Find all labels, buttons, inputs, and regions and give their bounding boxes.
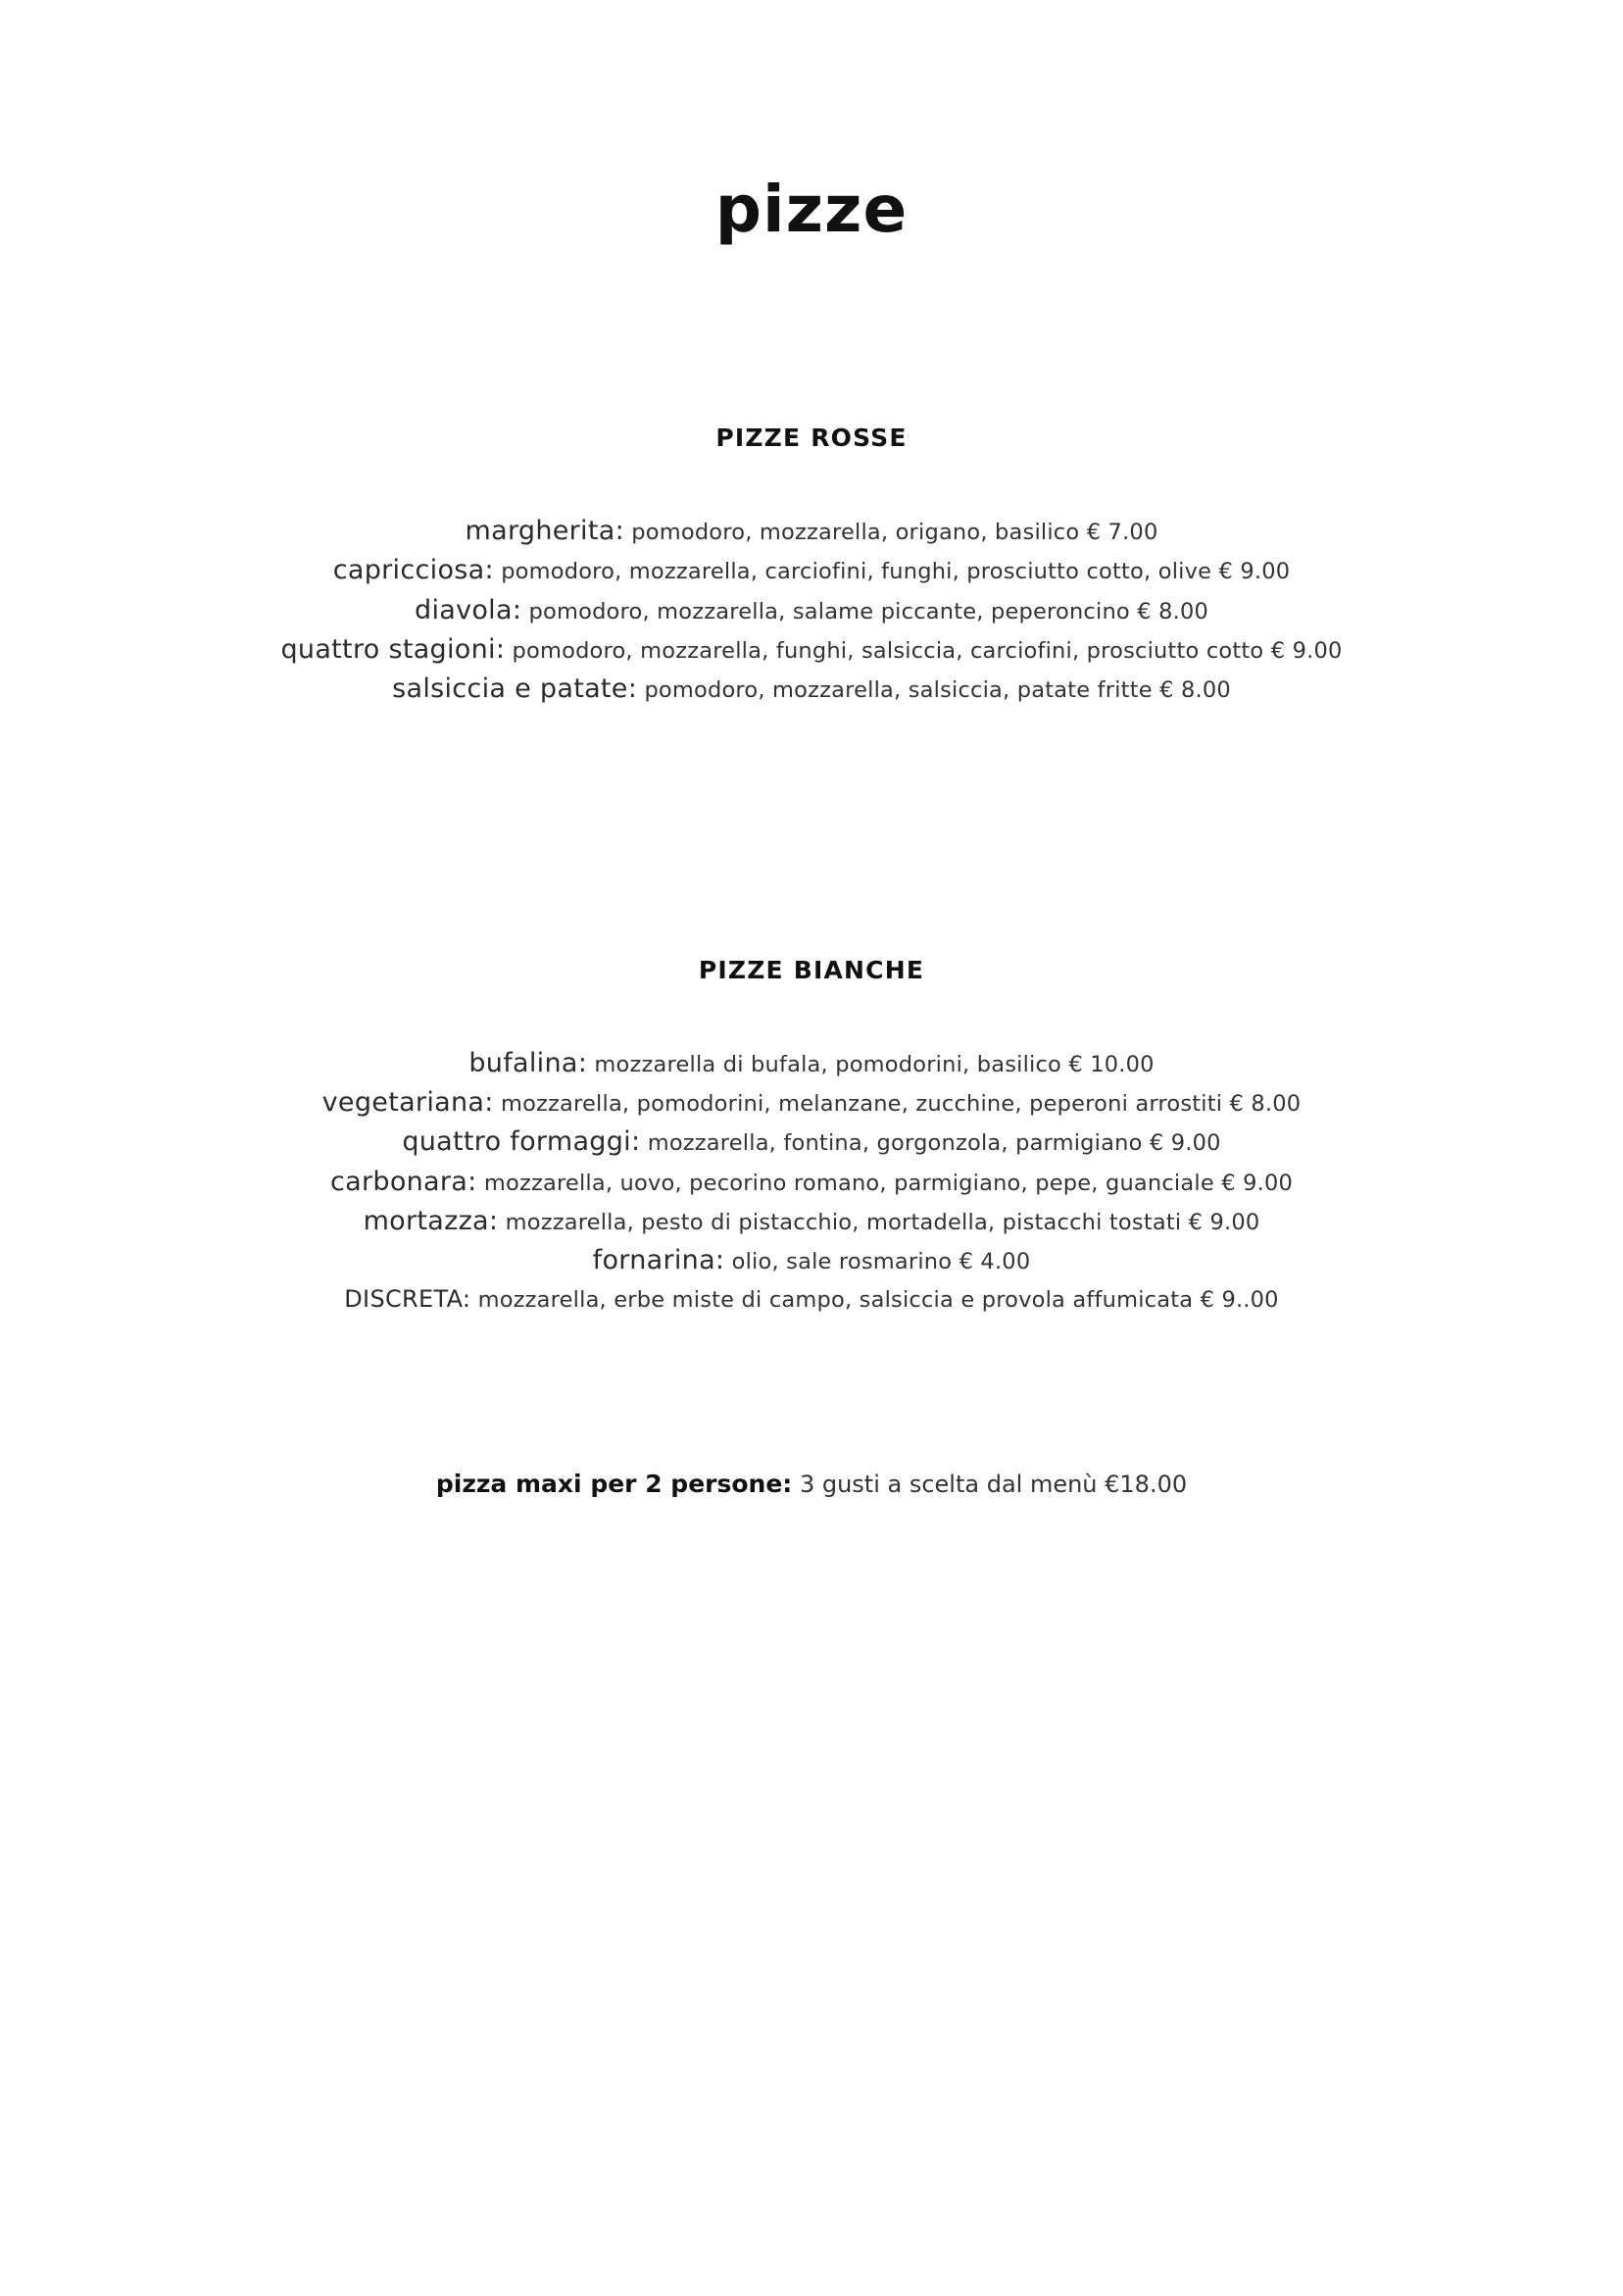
- item-description: mozzarella, pomodorini, melanzane, zucchine, peperoni arrostiti € 8.00: [500, 1090, 1302, 1117]
- item-name: DISCRETA:: [344, 1284, 471, 1313]
- item-description: mozzarella, uovo, pecorino romano, parmigiano, pepe, guanciale € 9.00: [483, 1170, 1293, 1196]
- list-item: [147, 671, 1476, 708]
- list-item: [147, 1084, 1476, 1122]
- spacer-between-sections: [147, 711, 1476, 956]
- spacer-before-maxi: [147, 1319, 1476, 1446]
- section-heading-bianche: PIZZE BIANCHE: [698, 955, 925, 984]
- item-description: pomodoro, mozzarella, salsiccia, patate fritte € 8.00: [644, 677, 1231, 704]
- list-item: [147, 552, 1476, 589]
- list-item: [147, 1282, 1476, 1317]
- item-description: pomodoro, mozzarella, origano, basilico € 7.00: [631, 520, 1158, 545]
- list-item: [147, 1164, 1476, 1201]
- list-item: [147, 1242, 1476, 1279]
- item-description: pomodoro, mozzarella, carciofini, funghi, prosciutto cotto, olive € 9.00: [501, 559, 1291, 585]
- item-name: vegetariana:: [321, 1086, 494, 1118]
- list-item: [147, 1045, 1476, 1082]
- item-name: mortazza:: [363, 1205, 499, 1236]
- pizza-maxi-note: [147, 1470, 1476, 1498]
- item-name: carbonara:: [330, 1166, 477, 1197]
- pizza-maxi-value: 3 gusti a scelta dal menù €18.00: [799, 1470, 1188, 1498]
- section-pizze-bianche: [147, 956, 1476, 1317]
- item-list-bianche: [147, 1045, 1476, 1317]
- item-description: pomodoro, mozzarella, salame piccante, peperoncino € 8.00: [528, 598, 1208, 624]
- list-item: [147, 513, 1476, 550]
- section-heading-rosse: PIZZE ROSSE: [715, 424, 908, 452]
- list-item: [147, 1203, 1476, 1240]
- item-name: quattro stagioni:: [280, 633, 506, 665]
- item-name: bufalina:: [468, 1047, 588, 1078]
- item-name: margherita:: [465, 516, 624, 546]
- list-item: [147, 631, 1476, 669]
- section-pizze-rosse: [147, 424, 1476, 709]
- item-name: quattro formaggi:: [402, 1126, 641, 1158]
- item-name: salsiccia e patate:: [392, 674, 638, 705]
- list-item: [147, 592, 1476, 629]
- item-description: pomodoro, mozzarella, funghi, salsiccia, carciofini, prosciutto cotto € 9.00: [512, 637, 1343, 664]
- page-title: pizze: [714, 172, 909, 247]
- list-item: [147, 1123, 1476, 1161]
- item-name: diavola:: [415, 594, 522, 625]
- pizza-maxi-label: pizza maxi per 2 persone:: [435, 1469, 793, 1498]
- item-description: mozzarella, pesto di pistacchio, mortadella, pistacchi tostati € 9.00: [505, 1209, 1260, 1235]
- item-list-rosse: [147, 513, 1476, 709]
- item-description: mozzarella di bufala, pomodorini, basilico € 10.00: [594, 1051, 1155, 1077]
- item-description: mozzarella, fontina, gorgonzola, parmigiano € 9.00: [647, 1130, 1221, 1157]
- item-description: mozzarella, erbe miste di campo, salsiccia e provola affumicata € 9..00: [477, 1286, 1279, 1313]
- spacer-title-to-rosse: [147, 247, 1476, 424]
- item-name: fornarina:: [592, 1245, 725, 1276]
- item-name: capricciosa:: [332, 555, 494, 586]
- item-description: olio, sale rosmarino € 4.00: [731, 1249, 1031, 1275]
